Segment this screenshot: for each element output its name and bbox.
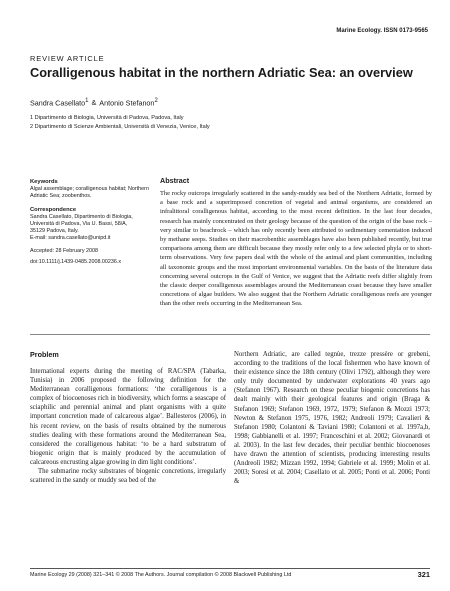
journal-header: Marine Ecology. ISSN 0173-9565	[336, 28, 428, 34]
footer-citation: Marine Ecology 29 (2008) 321–341 © 2008 The Authors. Journal compilation © 2008 Blackwell Publishing Ltd	[30, 572, 292, 578]
footer-divider	[30, 568, 430, 569]
abstract-heading: Abstract	[160, 176, 190, 185]
affiliations	[30, 114, 210, 132]
abstract-text: The rocky outcrops irregularly scattered in the sandy-muddy sea bed of the Northern Adriatic, formed by a base rock and a superimposed concretion of vegetal and animal organisms, are considered an infralittoral coralligenous habitat, according to the most recent definition. In the last four decades, research has mainly concentrated on their geology because of the question of the origin of the base rock – very similar to beachrock – which has only recently been attributed to sedimentary cementation induced by methane seeps. Studies on their macrobenthic assemblages have also been published recently, but true comparisons among them are difficult because they mostly refer only to a few selected phyla or to short-term observations. Very few papers deal with the whole of the animal and plant communities, including all taxonomic groups and the most important environmental variables. On the basis of the literature data concerning several outcrops in the Gulf of Venice, we suggest that the Adriatic reefs differ slightly from the classic deeper coralligenous assemblages around the Mediterranean coast because they have smaller concretions of algae builders. We also suggest that the Northern Adriatic coralligenous reefs are younger than the other reefs occurring in the Mediterranean Sea.	[160, 190, 432, 308]
affiliation-marker: 1	[85, 98, 89, 104]
affiliation-line: 2 Dipartimento di Scienze Ambientali, Università di Venezia, Venice, Italy	[30, 124, 210, 130]
body-paragraph: The submarine rocky substrates of biogenic concretions, irregularly scattered in the sandy or muddy sea bed of the	[30, 468, 226, 485]
affiliation-marker: 2	[154, 98, 158, 104]
correspondence-heading: Correspondence	[30, 207, 77, 213]
body-paragraph: International experts during the meeting of RAC/SPA (Tabarka, Tunisia) in 2006 proposed the following definition for the Mediterranean coralligenous formations: ‘the coralligenous is a complex of biocoenoses rich in biodiversity, which forms a seascape of sciaphilic and perennial animal and plant organisms with a quite important concretion made of calcareous algae’. Ballesteros (2006), in his recent review, on the basis of results obtained by the numerous studies dealing with these formations around the Mediterranean Sea, considered the coralligenous habitat: ‘to be a hard substratum of biogenic origin that is mainly produced by the accumulation of calcareous encrusting algae growing in dim light conditions’.	[30, 368, 226, 466]
accepted-date: Accepted: 28 February 2008	[30, 248, 99, 254]
section-divider	[30, 334, 430, 335]
correspondence-email[interactable]: E-mail: sandra.casellato@unipd.it	[30, 235, 111, 241]
author-separator: &	[91, 98, 97, 108]
correspondence-line: Sandra Casellato, Dipartimento di Biologia,	[30, 214, 133, 220]
affiliation-line: 1 Dipartimento di Biologia, Università di Padova, Padova, Italy	[30, 115, 184, 121]
author-name: Sandra Casellato	[30, 98, 86, 108]
body-paragraph: Northern Adriatic, are called tegnùe, trezze pressère or grebeni, according to the traditions of the local fishermen who have known of their existence since the 18th century (Olivi 1792), although they were only truly documented by underwater explorations 40 years ago (Stefanon 1967). Research on these peculiar biogenic concretions has dealt mainly with their geological features and origin (Braga & Stefanon 1969; Stefanon 1969, 1972, 1979; Stefanon & Mozzi 1973; Newton & Stefanon 1975, 1976, 1982; Andreoli 1979; Cavalieri & Stefanon 1980; Colantoni & Taviani 1980; Colantoni et al. 1997a,b, 1998; Gabbianelli et al. 1997; Franceschini et al. 2002; Giovanardi et al. 2003). In the last few decades, their peculiar benthic biocoenoses have drawn the attention of scientists, producing interesting results (Andreolì 1982; Mizzan 1992, 1994; Gabriele et al. 1999; Molin et al. 2003; Soresi et al. 2004; Casellato et al. 2005; Ponti et al. 2006; Ponti &	[234, 351, 430, 486]
keywords-heading: Keywords	[30, 179, 58, 185]
correspondence-line: Università di Padova, Via U. Bassi, 58/A,	[30, 221, 128, 227]
problem-heading: Problem	[30, 350, 59, 359]
body-column-right	[234, 350, 430, 486]
article-title: Coralligenous habitat in the northern Adriatic Sea: an overview	[30, 65, 413, 80]
keywords-text: Algal assemblage; coralligenous habitat; Northern Adriatic Sea; zoobenthos.	[30, 186, 149, 199]
abstract-section	[160, 176, 432, 309]
author-name: Antonio Stefanon	[99, 98, 155, 108]
section-label: REVIEW ARTICLE	[30, 54, 105, 63]
body-column-left	[30, 350, 226, 485]
article-info-sidebar	[30, 178, 152, 266]
author-list	[30, 98, 158, 107]
page-number: 321	[417, 570, 430, 579]
doi-link[interactable]: doi:10.1111/j.1439-0485.2008.00236.x	[30, 259, 122, 265]
correspondence-line: 35129 Padova, Italy.	[30, 228, 79, 234]
